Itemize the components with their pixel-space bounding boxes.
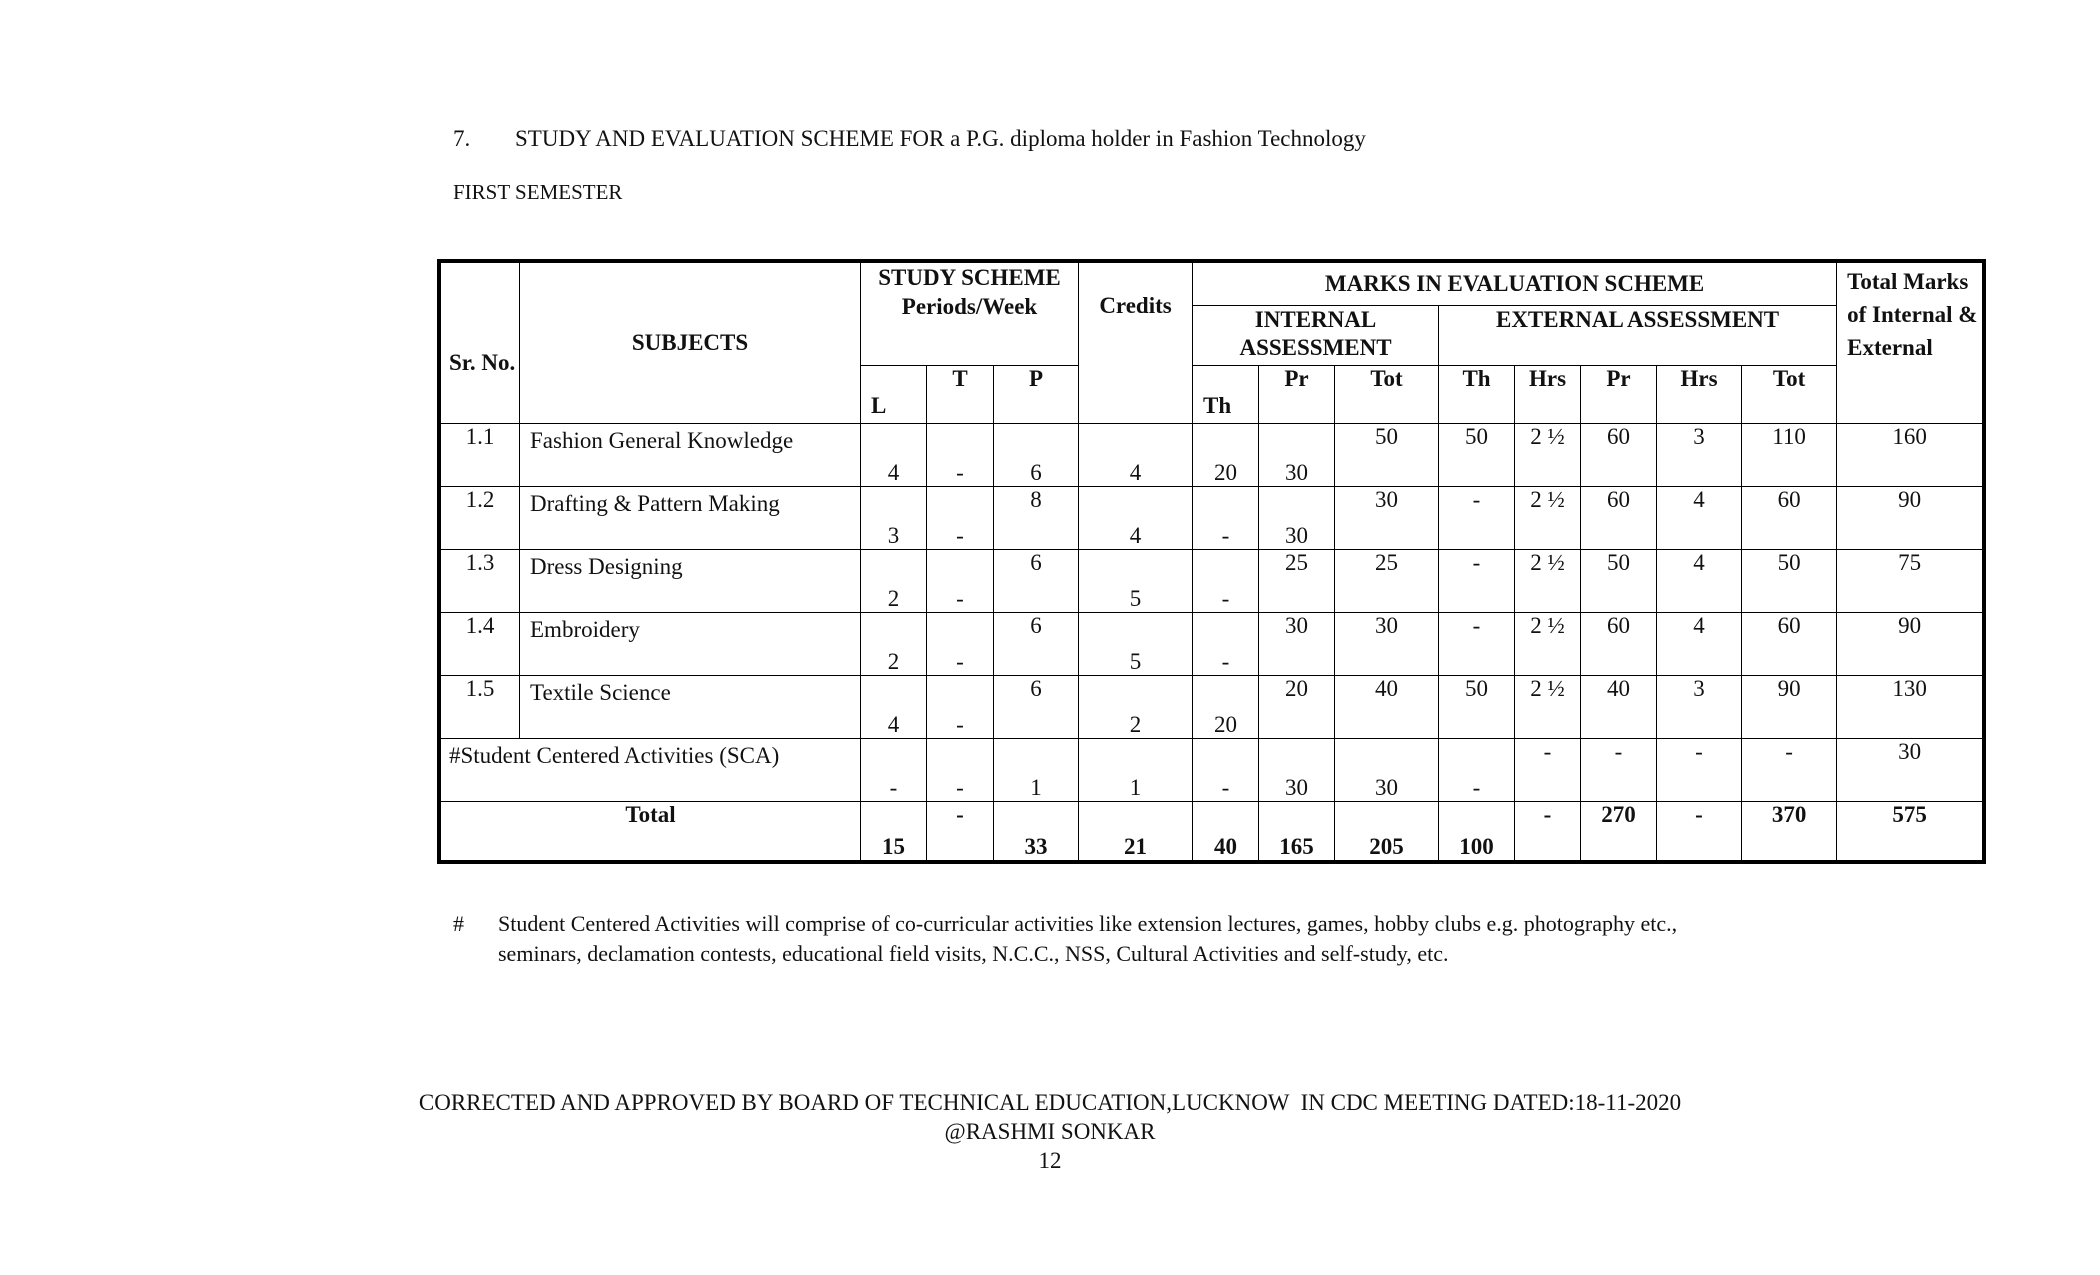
total-row xyxy=(441,802,1983,861)
total-label-cell: Total xyxy=(441,802,861,861)
p-header: P xyxy=(994,366,1079,424)
t-cell: - xyxy=(927,550,994,613)
subject-cell: Textile Science xyxy=(520,676,861,739)
internal-tot-cell: 30 xyxy=(1335,739,1439,802)
total-marks-cell: 160 xyxy=(1837,424,1983,487)
credits-header: Credits xyxy=(1079,263,1193,424)
external-th-cell: 50 xyxy=(1439,424,1515,487)
credits-cell: 1 xyxy=(1079,739,1193,802)
l-cell: 2 xyxy=(861,550,927,613)
external-pr-header: Pr xyxy=(1581,366,1657,424)
internal-pr-cell: 165 xyxy=(1259,802,1335,861)
section-number: 7. xyxy=(453,126,471,151)
footnote-line-2: seminars, declamation contests, educational field visits, N.C.C., NSS, Cultural Activities and self-study, etc. xyxy=(498,941,1449,966)
author-credit: @RASHMI SONKAR xyxy=(944,1119,1156,1144)
external-tot-header: Tot xyxy=(1742,366,1837,424)
external-hrs-cell: 2 ½ xyxy=(1515,676,1581,739)
external-hrs-cell: - xyxy=(1657,739,1742,802)
table-row xyxy=(441,676,1983,739)
external-pr-cell: 40 xyxy=(1581,676,1657,739)
p-cell: 6 xyxy=(994,424,1079,487)
credits-cell: 4 xyxy=(1079,424,1193,487)
page-number: 12 xyxy=(1038,1148,1062,1173)
external-hrs-cell: 3 xyxy=(1657,424,1742,487)
internal-th-header: Th xyxy=(1193,366,1259,424)
external-pr-cell: 270 xyxy=(1581,802,1657,861)
internal-pr-cell: 30 xyxy=(1259,424,1335,487)
total-marks-cell: 30 xyxy=(1837,739,1983,802)
internal-pr-cell: 30 xyxy=(1259,739,1335,802)
external-hrs-cell: - xyxy=(1657,802,1742,861)
l-header: L xyxy=(861,366,927,424)
l-cell: 3 xyxy=(861,487,927,550)
internal-pr-cell: 25 xyxy=(1259,550,1335,613)
t-cell: - xyxy=(927,424,994,487)
internal-th-cell: 40 xyxy=(1193,802,1259,861)
semester-label: FIRST SEMESTER xyxy=(453,180,623,204)
l-cell: 15 xyxy=(861,802,927,861)
total-marks-cell: 90 xyxy=(1837,613,1983,676)
external-th-cell: - xyxy=(1439,550,1515,613)
credits-cell: 5 xyxy=(1079,550,1193,613)
external-hrs-cell: 2 ½ xyxy=(1515,424,1581,487)
sr-no-cell: 1.5 xyxy=(441,676,520,739)
t-cell: - xyxy=(927,487,994,550)
external-pr-cell: 60 xyxy=(1581,613,1657,676)
table-row xyxy=(441,613,1983,676)
internal-pr-header: Pr xyxy=(1259,366,1335,424)
total-marks-cell: 90 xyxy=(1837,487,1983,550)
subjects-header: SUBJECTS xyxy=(520,263,861,424)
internal-pr-cell: 30 xyxy=(1259,613,1335,676)
footnote-symbol: # xyxy=(453,911,464,936)
subject-cell: Drafting & Pattern Making xyxy=(520,487,861,550)
marks-scheme-header: MARKS IN EVALUATION SCHEME xyxy=(1193,263,1837,306)
internal-tot-cell: 50 xyxy=(1335,424,1439,487)
external-hrs-cell: 4 xyxy=(1657,550,1742,613)
external-hrs-cell: 2 ½ xyxy=(1515,613,1581,676)
internal-tot-cell: 40 xyxy=(1335,676,1439,739)
internal-th-cell: - xyxy=(1193,739,1259,802)
sr-no-header: Sr. No. xyxy=(441,263,520,424)
external-pr-cell: 60 xyxy=(1581,424,1657,487)
external-th-cell: - xyxy=(1439,487,1515,550)
internal-tot-cell: 25 xyxy=(1335,550,1439,613)
external-hrs-cell: - xyxy=(1515,802,1581,861)
external-hrs-cell: - xyxy=(1515,739,1581,802)
t-header: T xyxy=(927,366,994,424)
external-hrs-cell: 2 ½ xyxy=(1515,487,1581,550)
external-pr-cell: 60 xyxy=(1581,487,1657,550)
external-hrs-cell: 2 ½ xyxy=(1515,550,1581,613)
table-row xyxy=(441,487,1983,550)
sr-no-cell: 1.2 xyxy=(441,487,520,550)
evaluation-scheme-table xyxy=(440,262,1983,861)
external-tot-cell: 60 xyxy=(1742,613,1837,676)
sca-row xyxy=(441,739,1983,802)
external-tot-cell: - xyxy=(1742,739,1837,802)
external-tot-cell: 90 xyxy=(1742,676,1837,739)
internal-tot-cell: 30 xyxy=(1335,613,1439,676)
external-pr-cell: - xyxy=(1581,739,1657,802)
credits-cell: 2 xyxy=(1079,676,1193,739)
t-cell: - xyxy=(927,802,994,861)
internal-tot-cell: 30 xyxy=(1335,487,1439,550)
l-cell: 2 xyxy=(861,613,927,676)
internal-th-cell: - xyxy=(1193,550,1259,613)
external-tot-cell: 50 xyxy=(1742,550,1837,613)
l-cell: 4 xyxy=(861,424,927,487)
external-pr-cell: 50 xyxy=(1581,550,1657,613)
external-tot-cell: 60 xyxy=(1742,487,1837,550)
study-scheme-header: STUDY SCHEME Periods/Week xyxy=(861,263,1079,366)
sr-no-cell: 1.1 xyxy=(441,424,520,487)
internal-pr-cell: 30 xyxy=(1259,487,1335,550)
external-th-cell: - xyxy=(1439,739,1515,802)
p-cell: 6 xyxy=(994,676,1079,739)
subject-cell: Embroidery xyxy=(520,613,861,676)
t-cell: - xyxy=(927,676,994,739)
credits-cell: 4 xyxy=(1079,487,1193,550)
external-th-header: Th xyxy=(1439,366,1515,424)
total-marks-cell: 130 xyxy=(1837,676,1983,739)
internal-th-cell: - xyxy=(1193,613,1259,676)
approval-statement: CORRECTED AND APPROVED BY BOARD OF TECHNICAL EDUCATION,LUCKNOW IN CDC MEETING DATED:18-11-2020 xyxy=(418,1090,1682,1115)
section-title: STUDY AND EVALUATION SCHEME FOR a P.G. diploma holder in Fashion Technology xyxy=(515,126,1366,151)
credits-cell: 5 xyxy=(1079,613,1193,676)
total-marks-cell: 75 xyxy=(1837,550,1983,613)
external-tot-cell: 370 xyxy=(1742,802,1837,861)
external-hrs-cell: 4 xyxy=(1657,487,1742,550)
external-hrs-header: Hrs xyxy=(1657,366,1742,424)
p-cell: 1 xyxy=(994,739,1079,802)
total-marks-header: Total Marks of Internal & External xyxy=(1837,263,1983,424)
table-row xyxy=(441,424,1983,487)
footnote xyxy=(453,909,1903,969)
p-cell: 6 xyxy=(994,550,1079,613)
l-cell: - xyxy=(861,739,927,802)
credits-cell: 21 xyxy=(1079,802,1193,861)
p-cell: 33 xyxy=(994,802,1079,861)
subject-cell: Fashion General Knowledge xyxy=(520,424,861,487)
subject-cell: Dress Designing xyxy=(520,550,861,613)
external-tot-cell: 110 xyxy=(1742,424,1837,487)
internal-th-cell: - xyxy=(1193,487,1259,550)
internal-tot-cell: 205 xyxy=(1335,802,1439,861)
sr-no-cell: 1.4 xyxy=(441,613,520,676)
p-cell: 8 xyxy=(994,487,1079,550)
l-cell: 4 xyxy=(861,676,927,739)
external-th-cell: - xyxy=(1439,613,1515,676)
internal-assessment-header: INTERNAL ASSESSMENT xyxy=(1193,306,1439,366)
section-heading xyxy=(453,126,1366,152)
internal-pr-cell: 20 xyxy=(1259,676,1335,739)
t-cell: - xyxy=(927,613,994,676)
sr-no-cell: 1.3 xyxy=(441,550,520,613)
internal-tot-header: Tot xyxy=(1335,366,1439,424)
t-cell: - xyxy=(927,739,994,802)
external-hrs-header: Hrs xyxy=(1515,366,1581,424)
p-cell: 6 xyxy=(994,613,1079,676)
external-assessment-header: EXTERNAL ASSESSMENT xyxy=(1439,306,1837,366)
subject-cell: #Student Centered Activities (SCA) xyxy=(441,739,861,802)
internal-th-cell: 20 xyxy=(1193,424,1259,487)
table-row xyxy=(441,550,1983,613)
footnote-line-1: Student Centered Activities will comprise of co-curricular activities like extension lectures, games, hobby clubs e.g. photography etc., xyxy=(498,911,1678,936)
external-th-cell: 100 xyxy=(1439,802,1515,861)
external-hrs-cell: 3 xyxy=(1657,676,1742,739)
internal-th-cell: 20 xyxy=(1193,676,1259,739)
total-marks-cell: 575 xyxy=(1837,802,1983,861)
external-hrs-cell: 4 xyxy=(1657,613,1742,676)
external-th-cell: 50 xyxy=(1439,676,1515,739)
